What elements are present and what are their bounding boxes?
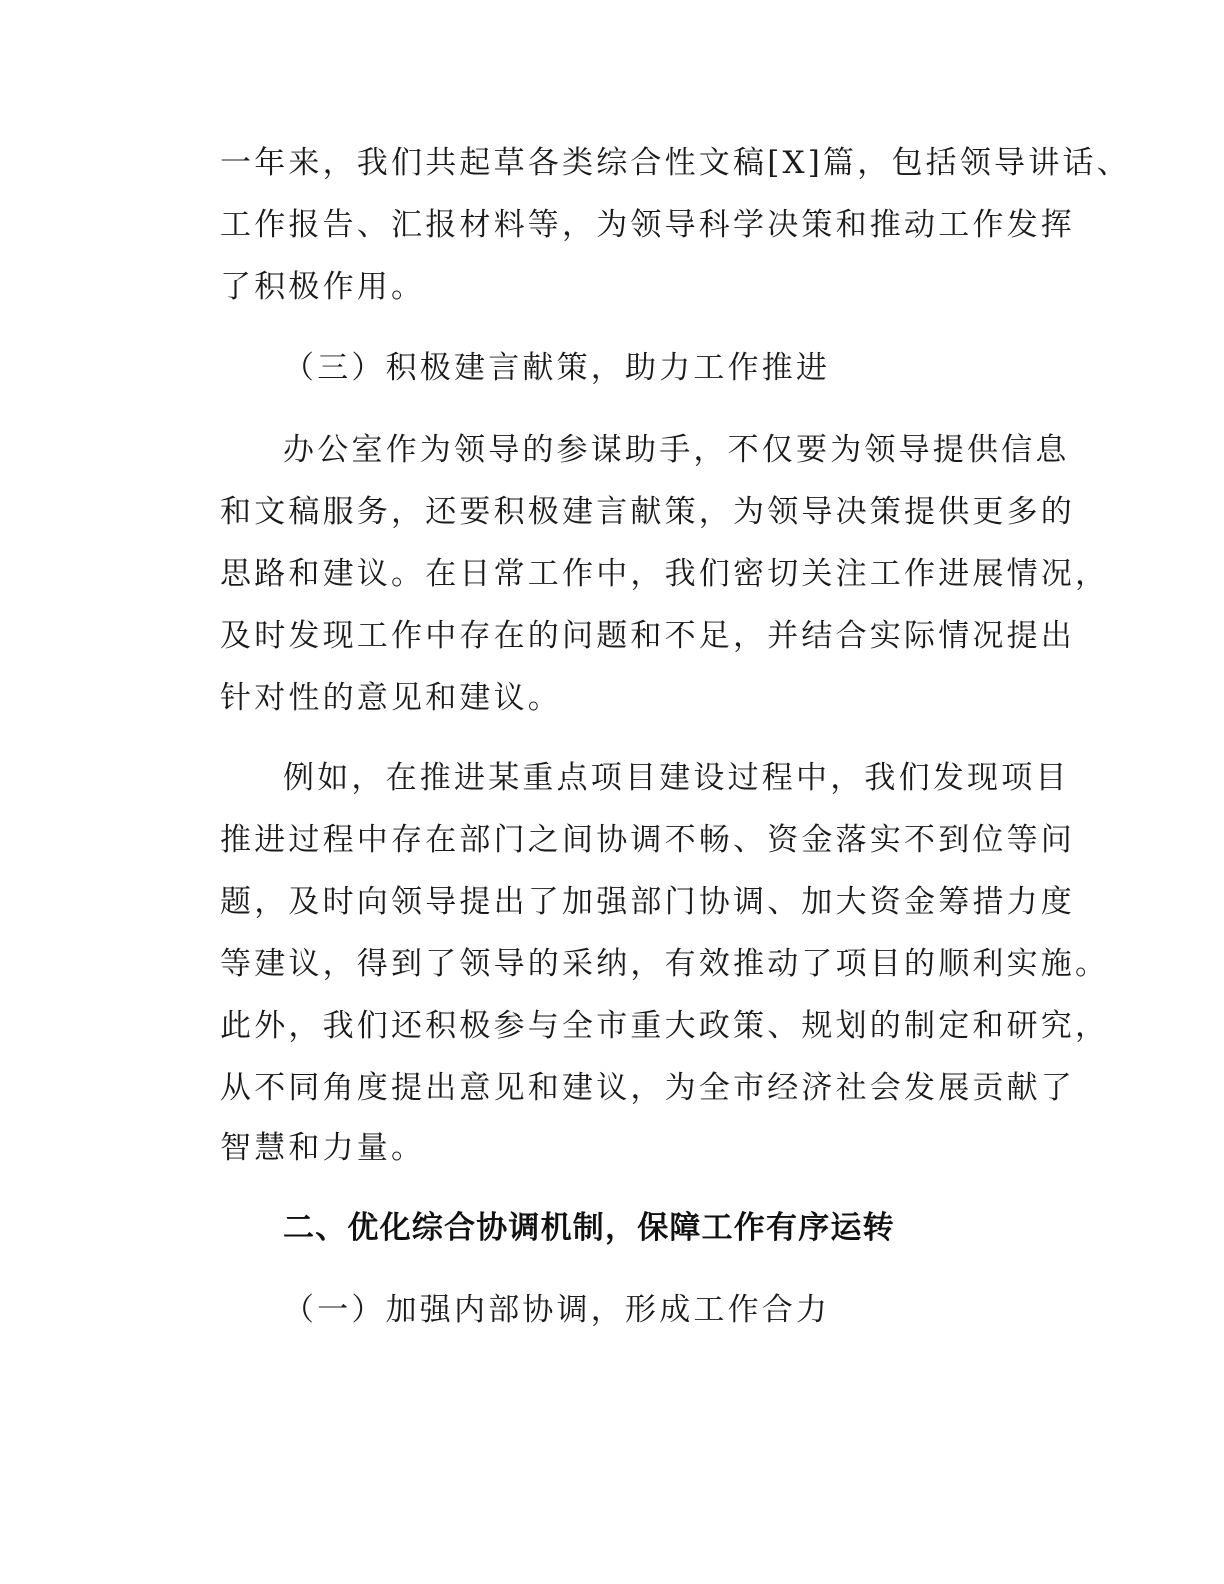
paragraph-line: 一年来，我们共起草各类综合性文稿[X]篇，包括领导讲话、 bbox=[220, 145, 1131, 181]
paragraph-line: 等建议，得到了领导的采纳，有效推动了项目的顺利实施。 bbox=[220, 946, 1110, 982]
paragraph-line: 及时发现工作中存在的问题和不足，并结合实际情况提出 bbox=[220, 618, 1075, 654]
paragraph-line: 题，及时向领导提出了加强部门协调、加大资金筹措力度 bbox=[220, 884, 1075, 920]
paragraph-line: 例如，在推进某重点项目建设过程中，我们发现项目 bbox=[283, 760, 1070, 796]
paragraph-line: 办公室作为领导的参谋助手，不仅要为领导提供信息 bbox=[283, 432, 1070, 468]
paragraph-line: 了积极作用。 bbox=[220, 269, 426, 305]
section-heading-two: 二、优化综合协调机制，保障工作有序运转 bbox=[283, 1210, 895, 1246]
paragraph-line: 针对性的意见和建议。 bbox=[220, 680, 562, 716]
paragraph-line: 推进过程中存在部门之间协调不畅、资金落实不到位等问 bbox=[220, 822, 1075, 858]
paragraph-line: 工作报告、汇报材料等，为领导科学决策和推动工作发挥 bbox=[220, 207, 1075, 243]
subheading-one: （一）加强内部协调，形成工作合力 bbox=[283, 1292, 831, 1328]
paragraph-line: 和文稿服务，还要积极建言献策，为领导决策提供更多的 bbox=[220, 494, 1075, 530]
subheading-three: （三）积极建言献策，助力工作推进 bbox=[283, 350, 831, 386]
paragraph-line: 从不同角度提出意见和建议，为全市经济社会发展贡献了 bbox=[220, 1070, 1075, 1106]
paragraph-line: 此外，我们还积极参与全市重大政策、规划的制定和研究， bbox=[220, 1008, 1110, 1044]
paragraph-line: 思路和建议。在日常工作中，我们密切关注工作进展情况， bbox=[220, 556, 1110, 592]
paragraph-line: 智慧和力量。 bbox=[220, 1130, 426, 1166]
